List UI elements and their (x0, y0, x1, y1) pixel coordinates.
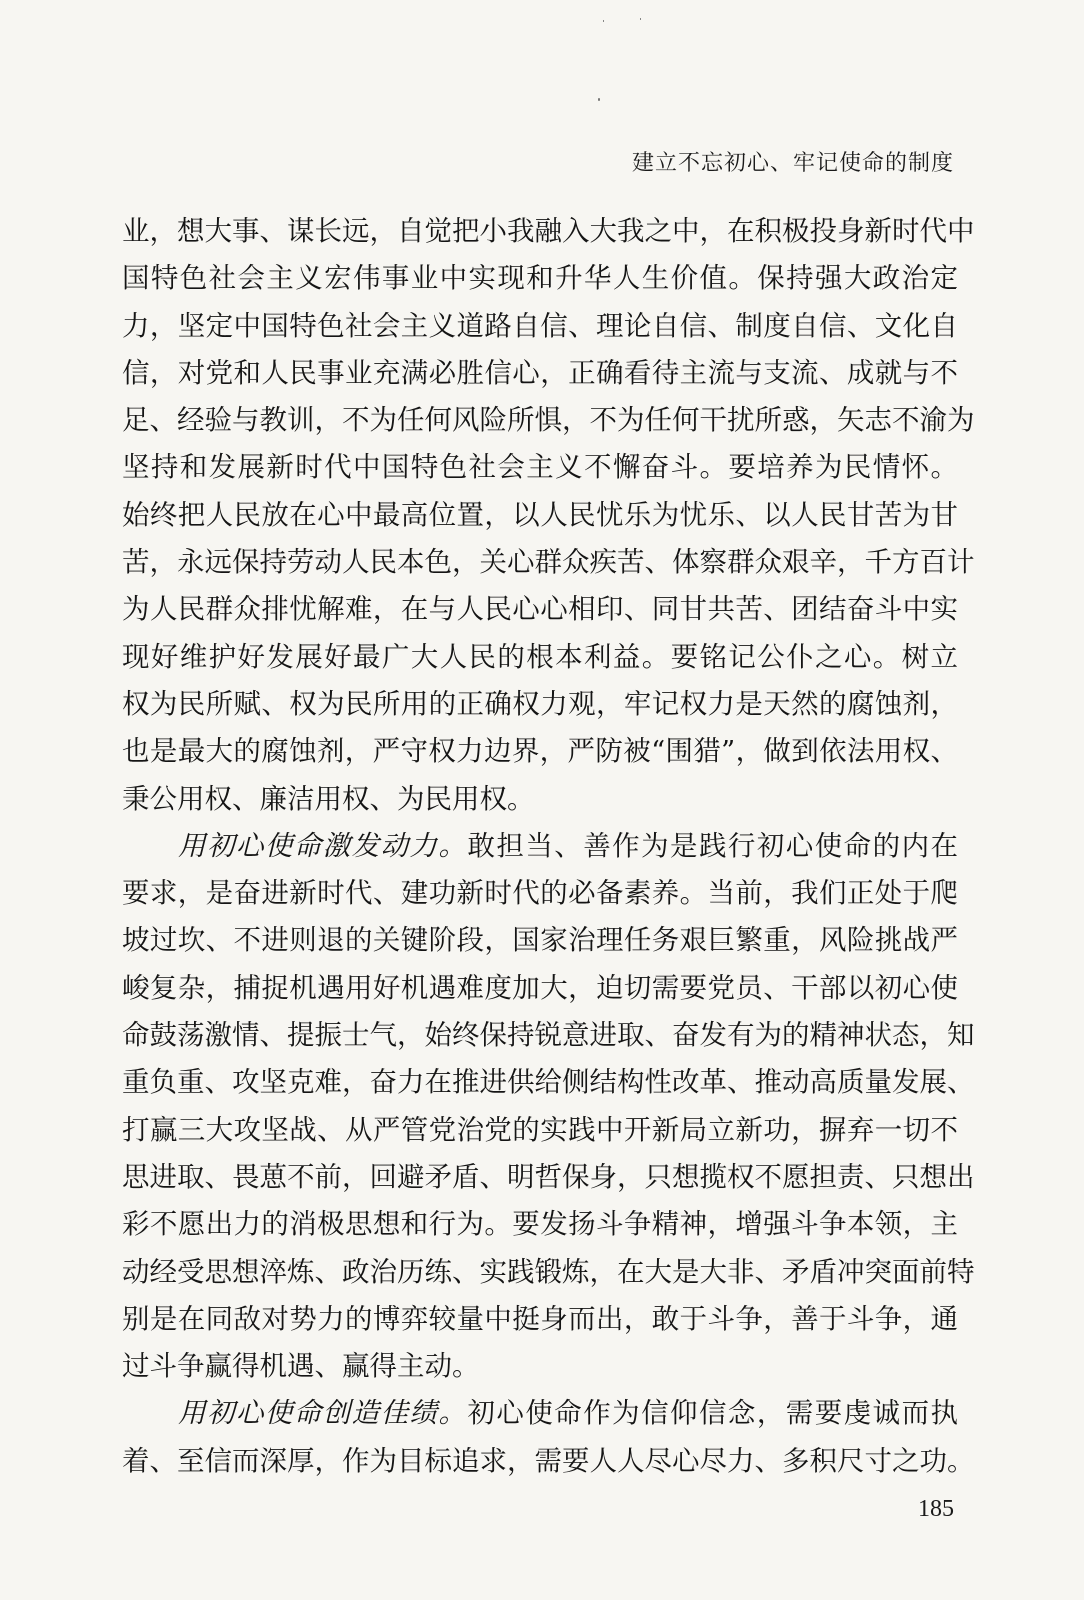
text-line: 国特色社会主义宏伟事业中实现和升华人生价值。保持强大政治定 (122, 262, 958, 295)
running-header: 建立不忘初心、牢记使命的制度 (631, 151, 954, 176)
paragraph-text: 敢担当、善作为是践行初心使命的内在 (467, 829, 959, 862)
text-line: 别是在同敌对势力的博弈较量中挺身而出，敢于斗争，善于斗争，通 (122, 1302, 958, 1335)
text-line: 苦，永远保持劳动人民本色，关心群众疾苦、体察群众艰辛，千方百计 (122, 546, 975, 579)
text-line: 权为民所赋、权为民所用的正确权力观，牢记权力是天然的腐蚀剂， (122, 687, 958, 720)
text-line: 打赢三大攻坚战、从严管党治党的实践中开新局立新功，摒弃一切不 (122, 1113, 958, 1146)
text-line: 现好维护好发展好最广大人民的根本利益。要铭记公仆之心。树立 (122, 640, 958, 673)
text-line: 信，对党和人民事业充满必胜信心，正确看待主流与支流、成就与不 (122, 356, 958, 389)
paragraph-text: 初心使命作为信仰信念，需要虔诚而执 (467, 1397, 959, 1430)
text-line: 着、至信而深厚，作为目标追求，需要人人尽心尽力、多积尺寸之功。 (122, 1444, 975, 1477)
text-line: 秉公用权、廉洁用权、为民用权。 (122, 782, 535, 815)
text-line: 彩不愿出力的消极思想和行为。要发扬斗争精神，增强斗争本领，主 (122, 1208, 958, 1241)
body-text (122, 208, 975, 1485)
text-line: 足、经验与教训，不为任何风险所惧，不为任何干扰所惑，矢志不渝为 (122, 404, 975, 437)
paragraph-lead-in: 用初心使命激发动力。 (178, 829, 468, 862)
text-line: 峻复杂，捕捉机遇用好机遇难度加大，迫切需要党员、干部以初心使 (122, 971, 958, 1004)
text-line: 命鼓荡激情、提振士气，始终保持锐意进取、奋发有为的精神状态，知 (122, 1019, 975, 1052)
text-line: 动经受思想淬炼、政治历练、实践锻炼，在大是大非、矛盾冲突面前特 (122, 1255, 975, 1288)
page-number: 185 (918, 1496, 954, 1522)
paragraph-lead-in: 用初心使命创造佳绩。 (178, 1397, 468, 1430)
scan-speck (640, 18, 641, 20)
text-line: 重负重、攻坚克难，奋力在推进供给侧结构性改革、推动高质量发展、 (122, 1066, 975, 1099)
text-line: 过斗争赢得机遇、赢得主动。 (122, 1350, 480, 1383)
text-line: 坚持和发展新时代中国特色社会主义不懈奋斗。要培养为民情怀。 (122, 451, 958, 484)
text-line: 力，坚定中国特色社会主义道路自信、理论自信、制度自信、文化自 (122, 309, 958, 342)
text-line: 要求，是奋进新时代、建功新时代的必备素养。当前，我们正处于爬 (122, 877, 958, 910)
text-line: 为人民群众排忧解难，在与人民心心相印、同甘共苦、团结奋斗中实 (122, 593, 958, 626)
text-line: 思进取、畏葸不前，回避矛盾、明哲保身，只想揽权不愿担责、只想出 (122, 1160, 975, 1193)
text-line: 也是最大的腐蚀剂，严守权力边界，严防被“围猎”，做到依法用权、 (122, 735, 958, 768)
text-line: 业，想大事、谋长远，自觉把小我融入大我之中，在积极投身新时代中 (122, 215, 975, 247)
text-line: 坡过坎、不进则退的关键阶段，国家治理任务艰巨繁重，风险挑战严 (122, 924, 958, 957)
paragraph-first-line (122, 823, 958, 870)
scan-speck (603, 20, 604, 22)
text-line: 始终把人民放在心中最高位置，以人民忧乐为忧乐、以人民甘苦为甘 (122, 498, 958, 531)
paragraph-first-line (122, 1390, 958, 1437)
scan-speck (598, 98, 600, 101)
